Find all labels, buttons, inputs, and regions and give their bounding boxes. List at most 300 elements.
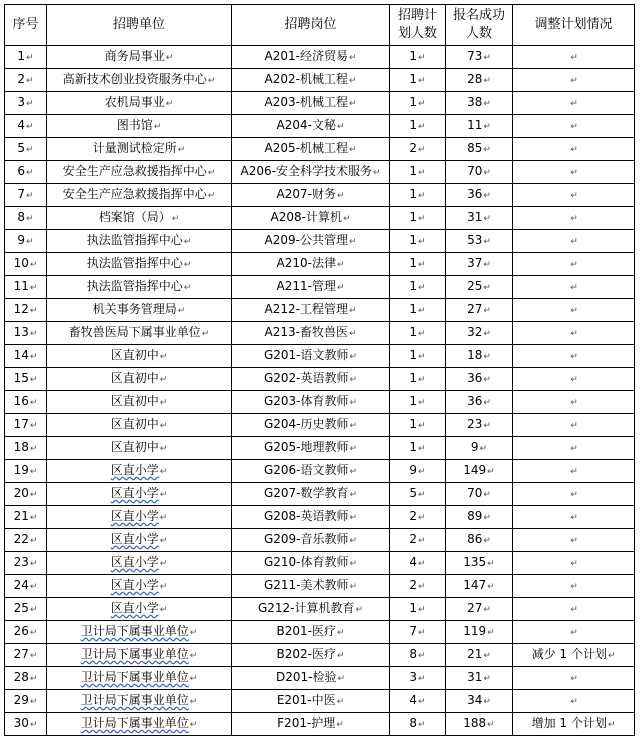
cell-post: G212-计算机教育↵ (232, 598, 390, 621)
paragraph-mark-icon: ↵ (26, 122, 34, 132)
paragraph-mark-icon: ↵ (189, 697, 198, 707)
table-row (5, 575, 635, 598)
cell-plan: 2↵ (390, 575, 446, 598)
cell-post: A208-计算机↵ (232, 207, 390, 230)
document-page (4, 4, 635, 736)
paragraph-mark-icon: ↵ (349, 536, 358, 546)
cell-adjust (513, 575, 635, 598)
paragraph-mark-icon: ↵ (418, 467, 426, 477)
cell-plan: 5↵ (390, 483, 446, 506)
cell-post: A212-工程管理↵ (232, 299, 390, 322)
paragraph-mark-icon: ↵ (418, 99, 426, 109)
paragraph-mark-icon: ↵ (570, 260, 578, 270)
paragraph-mark-icon: ↵ (336, 697, 345, 707)
table-row (5, 230, 635, 253)
paragraph-mark-icon: ↵ (483, 536, 491, 546)
cell-plan: 1↵ (390, 391, 446, 414)
paragraph-mark-icon: ↵ (348, 329, 357, 339)
cell-unit: 区直初中↵ (47, 345, 232, 368)
paragraph-mark-icon: ↵ (183, 283, 192, 293)
cell-no: 17↵ (5, 414, 47, 437)
table-row (5, 207, 635, 230)
cell-plan: 8↵ (390, 713, 446, 736)
table-row (5, 276, 635, 299)
cell-no: 8↵ (5, 207, 47, 230)
cell-plan: 4↵ (390, 552, 446, 575)
cell-plan: 1↵ (390, 69, 446, 92)
cell-post: G202-英语教师↵ (232, 368, 390, 391)
paragraph-mark-icon: ↵ (483, 145, 491, 155)
cell-apply: 27↵ (446, 299, 513, 322)
cell-post: G208-英语教师↵ (232, 506, 390, 529)
paragraph-mark-icon: ↵ (483, 674, 491, 684)
cell-no: 18↵ (5, 437, 47, 460)
cell-adjust (513, 598, 635, 621)
paragraph-mark-icon: ↵ (483, 237, 491, 247)
table-row (5, 414, 635, 437)
paragraph-mark-icon: ↵ (418, 628, 426, 638)
paragraph-mark-icon: ↵ (483, 283, 491, 293)
cell-no: 10↵ (5, 253, 47, 276)
paragraph-mark-icon: ↵ (483, 421, 491, 431)
cell-unit: 安全生产应急救援指挥中心↵ (47, 184, 232, 207)
paragraph-mark-icon: ↵ (483, 651, 491, 661)
paragraph-mark-icon: ↵ (570, 53, 578, 63)
paragraph-mark-icon: ↵ (570, 237, 578, 247)
cell-unit: 区直小学↵ (47, 506, 232, 529)
cell-apply: 31↵ (446, 207, 513, 230)
cell-plan: 1↵ (390, 276, 446, 299)
cell-plan: 4↵ (390, 690, 446, 713)
paragraph-mark-icon: ↵ (348, 145, 357, 155)
cell-post: G206-语文教师↵ (232, 460, 390, 483)
cell-apply: 89↵ (446, 506, 513, 529)
paragraph-mark-icon: ↵ (26, 191, 34, 201)
cell-post: E201-中医↵ (232, 690, 390, 713)
cell-plan: 1↵ (390, 115, 446, 138)
cell-unit: 农机局事业↵ (47, 92, 232, 115)
cell-adjust (513, 46, 635, 69)
paragraph-mark-icon: ↵ (336, 191, 345, 201)
cell-post: D201-检验↵ (232, 667, 390, 690)
paragraph-mark-icon: ↵ (570, 214, 578, 224)
paragraph-mark-icon: ↵ (570, 628, 578, 638)
paragraph-mark-icon: ↵ (29, 467, 38, 477)
paragraph-mark-icon: ↵ (336, 651, 345, 661)
paragraph-mark-icon: ↵ (349, 490, 358, 500)
paragraph-mark-icon: ↵ (29, 720, 38, 730)
paragraph-mark-icon: ↵ (207, 191, 216, 201)
paragraph-mark-icon: ↵ (483, 490, 491, 500)
cell-plan: 1↵ (390, 322, 446, 345)
paragraph-mark-icon: ↵ (487, 628, 495, 638)
paragraph-mark-icon: ↵ (418, 490, 426, 500)
paragraph-mark-icon: ↵ (29, 582, 38, 592)
cell-post: G204-历史教师↵ (232, 414, 390, 437)
table-row (5, 322, 635, 345)
table-row (5, 253, 635, 276)
paragraph-mark-icon: ↵ (177, 145, 186, 155)
paragraph-mark-icon: ↵ (418, 421, 426, 431)
cell-plan: 3↵ (390, 667, 446, 690)
cell-plan: 1↵ (390, 345, 446, 368)
cell-apply: 70↵ (446, 161, 513, 184)
cell-apply: 70↵ (446, 483, 513, 506)
cell-apply: 85↵ (446, 138, 513, 161)
table-row (5, 667, 635, 690)
paragraph-mark-icon: ↵ (487, 720, 495, 730)
paragraph-mark-icon: ↵ (483, 191, 491, 201)
paragraph-mark-icon: ↵ (336, 283, 345, 293)
cell-unit: 区直小学↵ (47, 529, 232, 552)
cell-unit: 卫计局下属事业单位↵ (47, 644, 232, 667)
paragraph-mark-icon: ↵ (29, 536, 38, 546)
paragraph-mark-icon: ↵ (418, 76, 426, 86)
cell-post: B201-医疗↵ (232, 621, 390, 644)
cell-unit: 商务局事业↵ (47, 46, 232, 69)
paragraph-mark-icon: ↵ (483, 697, 491, 707)
paragraph-mark-icon: ↵ (29, 329, 38, 339)
cell-plan: 1↵ (390, 414, 446, 437)
paragraph-mark-icon: ↵ (570, 122, 578, 132)
cell-post: A211-管理↵ (232, 276, 390, 299)
paragraph-mark-icon: ↵ (355, 605, 364, 615)
cell-post: G201-语文教师↵ (232, 345, 390, 368)
table-row (5, 713, 635, 736)
paragraph-mark-icon: ↵ (29, 352, 38, 362)
cell-adjust (513, 690, 635, 713)
paragraph-mark-icon: ↵ (418, 53, 426, 63)
cell-no: 11↵ (5, 276, 47, 299)
paragraph-mark-icon: ↵ (483, 168, 491, 178)
paragraph-mark-icon: ↵ (159, 582, 168, 592)
paragraph-mark-icon: ↵ (570, 352, 578, 362)
cell-unit: 卫计局下属事业单位↵ (47, 713, 232, 736)
paragraph-mark-icon: ↵ (26, 145, 34, 155)
paragraph-mark-icon: ↵ (159, 375, 168, 385)
cell-apply: 28↵ (446, 69, 513, 92)
cell-adjust (513, 506, 635, 529)
paragraph-mark-icon: ↵ (336, 720, 344, 730)
table-row (5, 299, 635, 322)
table-header (5, 5, 635, 46)
paragraph-mark-icon: ↵ (483, 122, 491, 132)
paragraph-mark-icon: ↵ (418, 352, 426, 362)
paragraph-mark-icon: ↵ (29, 697, 38, 707)
paragraph-mark-icon: ↵ (570, 76, 578, 86)
cell-no: 2↵ (5, 69, 47, 92)
cell-unit: 高新技术创业投资服务中心↵ (47, 69, 232, 92)
paragraph-mark-icon: ↵ (487, 559, 495, 569)
cell-unit: 卫计局下属事业单位↵ (47, 621, 232, 644)
paragraph-mark-icon: ↵ (342, 214, 351, 224)
paragraph-mark-icon: ↵ (483, 398, 491, 408)
paragraph-mark-icon: ↵ (570, 191, 578, 201)
paragraph-mark-icon: ↵ (570, 398, 578, 408)
cell-apply: 36↵ (446, 368, 513, 391)
paragraph-mark-icon: ↵ (337, 674, 346, 684)
cell-adjust (513, 276, 635, 299)
paragraph-mark-icon: ↵ (570, 605, 578, 615)
paragraph-mark-icon: ↵ (159, 421, 168, 431)
table-row (5, 368, 635, 391)
cell-no: 15↵ (5, 368, 47, 391)
cell-unit: 图书馆↵ (47, 115, 232, 138)
paragraph-mark-icon: ↵ (418, 513, 426, 523)
paragraph-mark-icon: ↵ (26, 168, 34, 178)
paragraph-mark-icon: ↵ (29, 260, 38, 270)
paragraph-mark-icon: ↵ (207, 76, 216, 86)
paragraph-mark-icon: ↵ (570, 674, 578, 684)
paragraph-mark-icon: ↵ (29, 605, 38, 615)
cell-post: A203-机械工程↵ (232, 92, 390, 115)
cell-unit: 安全生产应急救援指挥中心↵ (47, 161, 232, 184)
cell-apply: 18↵ (446, 345, 513, 368)
paragraph-mark-icon: ↵ (570, 375, 578, 385)
paragraph-mark-icon: ↵ (29, 398, 38, 408)
paragraph-mark-icon: ↵ (418, 720, 426, 730)
cell-post: A207-财务↵ (232, 184, 390, 207)
paragraph-mark-icon: ↵ (349, 582, 358, 592)
paragraph-mark-icon: ↵ (177, 306, 186, 316)
cell-unit: 执法监管指挥中心↵ (47, 253, 232, 276)
cell-apply: 147↵ (446, 575, 513, 598)
paragraph-mark-icon: ↵ (29, 674, 38, 684)
paragraph-mark-icon: ↵ (570, 329, 578, 339)
table-row (5, 46, 635, 69)
cell-adjust (513, 621, 635, 644)
cell-apply: 86↵ (446, 529, 513, 552)
cell-unit: 区直初中↵ (47, 414, 232, 437)
cell-no: 7↵ (5, 184, 47, 207)
cell-no: 14↵ (5, 345, 47, 368)
cell-no: 9↵ (5, 230, 47, 253)
paragraph-mark-icon: ↵ (570, 536, 578, 546)
paragraph-mark-icon: ↵ (348, 76, 357, 86)
cell-plan: 1↵ (390, 46, 446, 69)
cell-unit: 区直小学↵ (47, 598, 232, 621)
paragraph-mark-icon: ↵ (418, 375, 426, 385)
paragraph-mark-icon: ↵ (29, 559, 38, 569)
cell-post: G209-音乐教师↵ (232, 529, 390, 552)
cell-adjust (513, 253, 635, 276)
paragraph-mark-icon: ↵ (29, 490, 38, 500)
cell-plan: 1↵ (390, 299, 446, 322)
table-row (5, 391, 635, 414)
paragraph-mark-icon: ↵ (348, 306, 357, 316)
paragraph-mark-icon: ↵ (570, 513, 578, 523)
paragraph-mark-icon: ↵ (418, 605, 426, 615)
paragraph-mark-icon: ↵ (348, 99, 357, 109)
cell-adjust: 减少 1 个计划↵ (513, 644, 635, 667)
cell-post: A202-机械工程↵ (232, 69, 390, 92)
cell-unit: 档案馆（局）↵ (47, 207, 232, 230)
cell-unit: 执法监管指挥中心↵ (47, 230, 232, 253)
paragraph-mark-icon: ↵ (29, 306, 38, 316)
cell-unit: 计量测试检定所↵ (47, 138, 232, 161)
cell-plan: 1↵ (390, 253, 446, 276)
cell-post: A201-经济贸易↵ (232, 46, 390, 69)
cell-no: 26↵ (5, 621, 47, 644)
cell-apply: 9↵ (446, 437, 513, 460)
table-row (5, 460, 635, 483)
paragraph-mark-icon: ↵ (26, 214, 34, 224)
paragraph-mark-icon: ↵ (418, 168, 426, 178)
paragraph-mark-icon: ↵ (183, 260, 192, 270)
paragraph-mark-icon: ↵ (483, 306, 491, 316)
paragraph-mark-icon: ↵ (570, 145, 578, 155)
cell-apply: 53↵ (446, 230, 513, 253)
paragraph-mark-icon: ↵ (171, 214, 180, 224)
header-adjust: 调整计划情况 (513, 5, 635, 46)
cell-unit: 区直小学↵ (47, 552, 232, 575)
cell-adjust (513, 529, 635, 552)
table-row (5, 506, 635, 529)
paragraph-mark-icon: ↵ (29, 651, 38, 661)
cell-adjust (513, 391, 635, 414)
paragraph-mark-icon: ↵ (349, 375, 358, 385)
paragraph-mark-icon: ↵ (570, 444, 578, 454)
header-post: 招聘岗位 (232, 5, 390, 46)
paragraph-mark-icon: ↵ (418, 398, 426, 408)
paragraph-mark-icon: ↵ (570, 582, 578, 592)
cell-plan: 1↵ (390, 598, 446, 621)
paragraph-mark-icon: ↵ (336, 122, 345, 132)
paragraph-mark-icon: ↵ (159, 352, 168, 362)
table-body (5, 46, 635, 736)
paragraph-mark-icon: ↵ (418, 536, 426, 546)
table-row (5, 161, 635, 184)
paragraph-mark-icon: ↵ (418, 559, 426, 569)
cell-unit: 区直小学↵ (47, 575, 232, 598)
cell-adjust (513, 437, 635, 460)
header-no: 序号 (5, 5, 47, 46)
cell-apply: 34↵ (446, 690, 513, 713)
cell-apply: 188↵ (446, 713, 513, 736)
paragraph-mark-icon: ↵ (336, 628, 345, 638)
cell-no: 21↵ (5, 506, 47, 529)
paragraph-mark-icon: ↵ (418, 122, 426, 132)
cell-adjust (513, 368, 635, 391)
paragraph-mark-icon: ↵ (372, 168, 381, 178)
paragraph-mark-icon: ↵ (570, 421, 578, 431)
paragraph-mark-icon: ↵ (349, 513, 358, 523)
cell-post: A205-机械工程↵ (232, 138, 390, 161)
cell-no: 29↵ (5, 690, 47, 713)
cell-post: G210-体育教师↵ (232, 552, 390, 575)
paragraph-mark-icon: ↵ (483, 76, 491, 86)
paragraph-mark-icon: ↵ (483, 260, 491, 270)
paragraph-mark-icon: ↵ (159, 536, 168, 546)
paragraph-mark-icon: ↵ (159, 559, 168, 569)
cell-adjust (513, 138, 635, 161)
cell-plan: 1↵ (390, 368, 446, 391)
table-row (5, 690, 635, 713)
cell-unit: 卫计局下属事业单位↵ (47, 667, 232, 690)
cell-adjust (513, 460, 635, 483)
paragraph-mark-icon: ↵ (26, 99, 34, 109)
cell-apply: 73↵ (446, 46, 513, 69)
cell-no: 4↵ (5, 115, 47, 138)
paragraph-mark-icon: ↵ (349, 352, 358, 362)
table-row (5, 621, 635, 644)
paragraph-mark-icon: ↵ (165, 99, 174, 109)
paragraph-mark-icon: ↵ (418, 214, 426, 224)
paragraph-mark-icon: ↵ (418, 444, 426, 454)
paragraph-mark-icon: ↵ (418, 145, 426, 155)
header-plan: 招聘计 划人数 (390, 5, 446, 46)
paragraph-mark-icon: ↵ (349, 421, 358, 431)
paragraph-mark-icon: ↵ (570, 559, 578, 569)
paragraph-mark-icon: ↵ (207, 168, 216, 178)
paragraph-mark-icon: ↵ (165, 53, 174, 63)
table-row (5, 115, 635, 138)
cell-apply: 25↵ (446, 276, 513, 299)
paragraph-mark-icon: ↵ (159, 398, 168, 408)
cell-plan: 2↵ (390, 138, 446, 161)
cell-unit: 机关事务管理局↵ (47, 299, 232, 322)
paragraph-mark-icon: ↵ (418, 697, 426, 707)
paragraph-mark-icon: ↵ (570, 306, 578, 316)
cell-no: 28↵ (5, 667, 47, 690)
paragraph-mark-icon: ↵ (418, 651, 426, 661)
cell-apply: 27↵ (446, 598, 513, 621)
paragraph-mark-icon: ↵ (487, 582, 495, 592)
paragraph-mark-icon: ↵ (159, 513, 168, 523)
cell-plan: 7↵ (390, 621, 446, 644)
paragraph-mark-icon: ↵ (483, 375, 491, 385)
paragraph-mark-icon: ↵ (487, 467, 495, 477)
paragraph-mark-icon: ↵ (159, 444, 168, 454)
cell-apply: 149↵ (446, 460, 513, 483)
cell-no: 22↵ (5, 529, 47, 552)
cell-apply: 135↵ (446, 552, 513, 575)
paragraph-mark-icon: ↵ (607, 720, 616, 730)
paragraph-mark-icon: ↵ (201, 329, 210, 339)
cell-plan: 2↵ (390, 529, 446, 552)
cell-adjust (513, 184, 635, 207)
cell-plan: 1↵ (390, 437, 446, 460)
cell-post: F201-护理↵ (232, 713, 390, 736)
paragraph-mark-icon: ↵ (607, 651, 616, 661)
cell-post: A206-安全科学技术服务↵ (232, 161, 390, 184)
cell-plan: 1↵ (390, 184, 446, 207)
cell-post: G211-美术教师↵ (232, 575, 390, 598)
cell-post: G205-地理教师↵ (232, 437, 390, 460)
paragraph-mark-icon: ↵ (349, 398, 358, 408)
table-row (5, 529, 635, 552)
cell-post: A204-文秘↵ (232, 115, 390, 138)
cell-apply: 23↵ (446, 414, 513, 437)
table-row (5, 552, 635, 575)
paragraph-mark-icon: ↵ (348, 53, 357, 63)
cell-no: 20↵ (5, 483, 47, 506)
cell-unit: 区直小学↵ (47, 460, 232, 483)
paragraph-mark-icon: ↵ (483, 53, 491, 63)
cell-no: 25↵ (5, 598, 47, 621)
cell-no: 3↵ (5, 92, 47, 115)
paragraph-mark-icon: ↵ (418, 237, 426, 247)
cell-apply: 31↵ (446, 667, 513, 690)
cell-no: 23↵ (5, 552, 47, 575)
paragraph-mark-icon: ↵ (26, 76, 34, 86)
cell-post: A213-畜牧兽医↵ (232, 322, 390, 345)
cell-post: A210-法律↵ (232, 253, 390, 276)
table-row (5, 437, 635, 460)
header-apply: 报名成功 人数 (446, 5, 513, 46)
table-row (5, 483, 635, 506)
cell-post: G207-数学教育↵ (232, 483, 390, 506)
